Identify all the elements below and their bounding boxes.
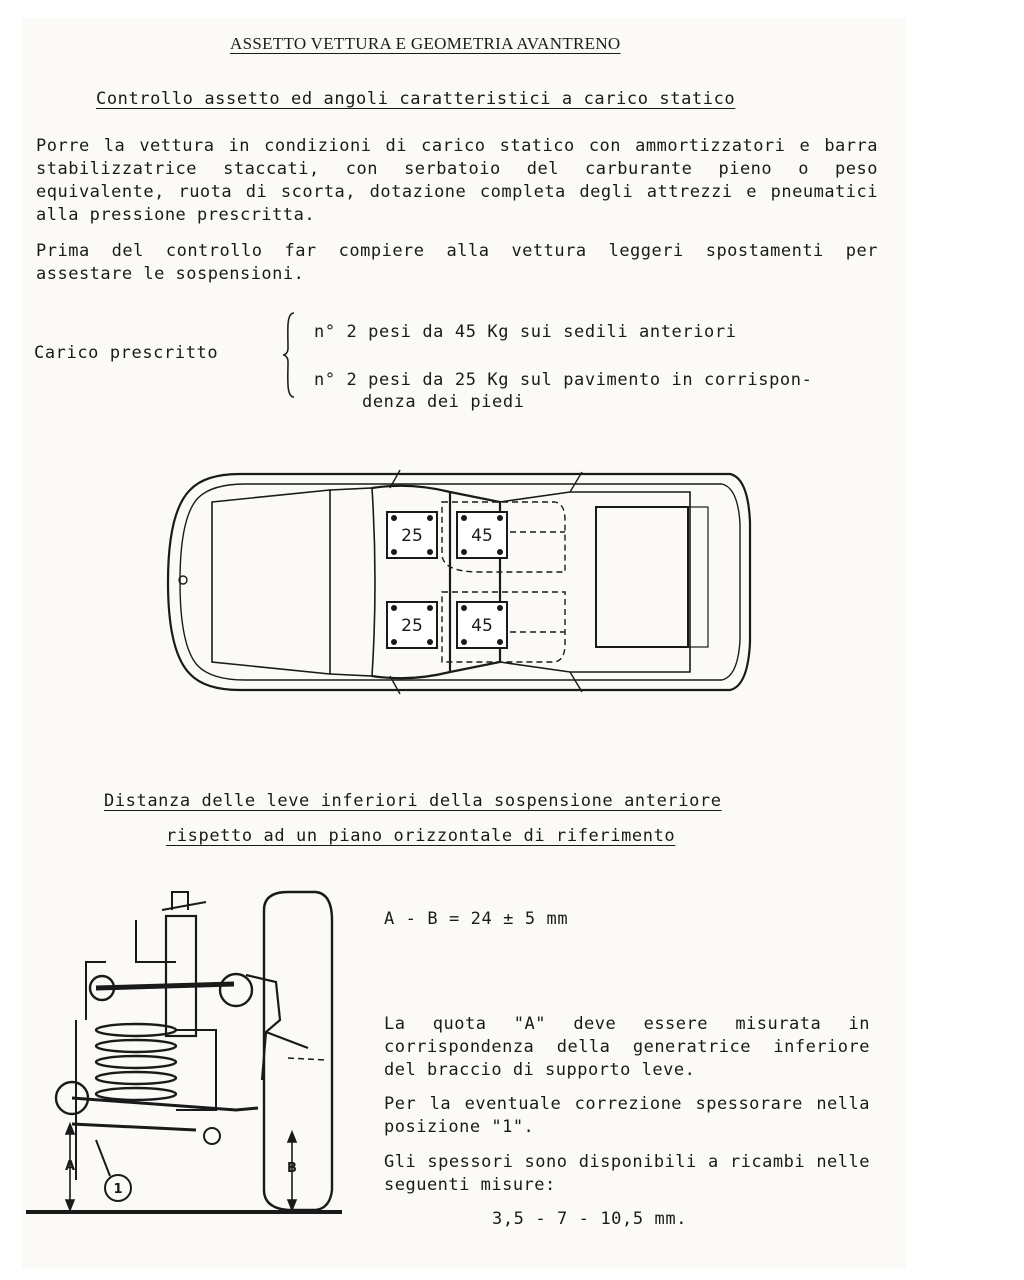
dimension-formula: A - B = 24 ± 5 mm: [384, 909, 569, 929]
load-item-floor: n° 2 pesi da 25 Kg sul pavimento in corrispon-: [314, 370, 813, 390]
section-heading-reference-plane: rispetto ad un piano orizzontale di riferimento: [166, 826, 676, 846]
correction-paragraph: Per la eventuale correzione spessorare nella posizione "1".: [384, 1094, 870, 1137]
brace-icon: [282, 312, 296, 398]
spares-paragraph: Gli spessori sono disponibili a ricambi nelle seguenti misure:: [384, 1152, 870, 1195]
weight-label-seat-left: 45: [471, 526, 493, 546]
shim-sizes: 3,5 - 7 - 10,5 mm.: [492, 1209, 688, 1229]
load-item-floor-cont: denza dei piedi: [362, 392, 525, 412]
car-top-view-diagram: [150, 462, 760, 702]
dimension-label-b: B: [287, 1161, 297, 1176]
instruction-paragraph-2: Prima del controllo far compiere alla vettura leggeri spostamenti per assestare le sospensioni.: [36, 241, 878, 284]
weight-label-floor-left: 25: [401, 526, 423, 546]
dimension-label-a: A: [64, 1159, 76, 1174]
load-item-front-seats: n° 2 pesi da 45 Kg sui sedili anteriori: [314, 322, 737, 342]
instruction-paragraph-1: Porre la vettura in condizioni di carico statico con ammortizzatori e barra stabilizzatrice staccati, con serbatoio del carburante pieno o peso equivalente, ruota di scorta, dotazione completa degli attrezzi e pneumatici alla pressione prescritta.: [36, 136, 878, 225]
section-heading-lever-distance: Distanza delle leve inferiori della sospensione anteriore: [104, 791, 722, 811]
measurement-paragraph: La quota "A" deve essere misurata in corrispondenza della generatrice inferiore del braccio di supporto leve.: [384, 1014, 870, 1080]
wheel-tire-outline: [264, 892, 332, 1210]
weight-label-floor-right: 25: [401, 616, 423, 636]
weight-label-seat-right: 45: [471, 616, 493, 636]
load-label: Carico prescritto: [34, 343, 219, 363]
front-suspension-diagram: [26, 880, 346, 1225]
section-heading-static-load: Controllo assetto ed angoli caratteristici a carico statico: [96, 89, 736, 109]
callout-label-1: 1: [113, 1182, 123, 1197]
page-title: ASSETTO VETTURA E GEOMETRIA AVANTRENO: [230, 34, 621, 53]
